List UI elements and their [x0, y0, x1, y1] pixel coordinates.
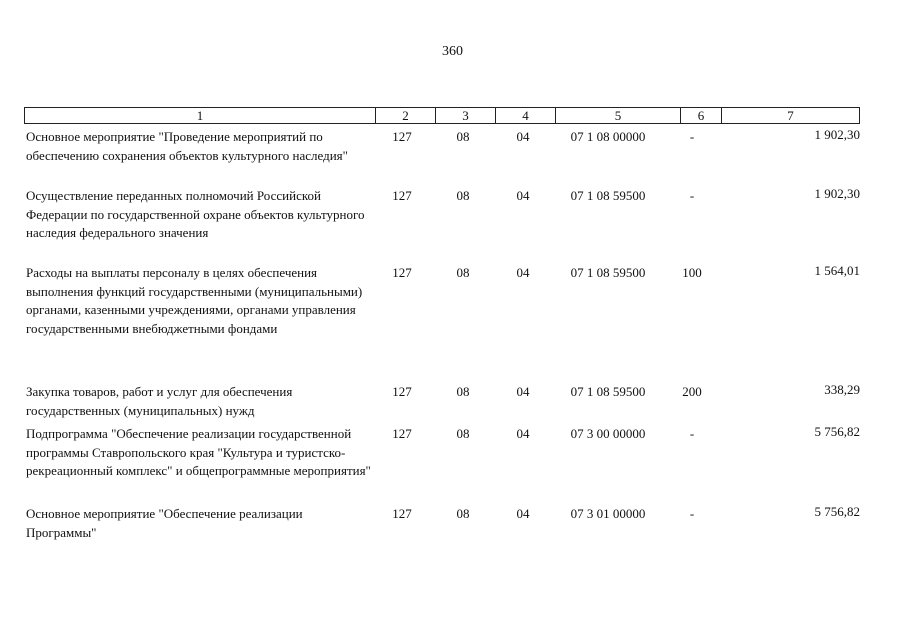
row-col-3: 08: [456, 426, 470, 441]
row-name: Основное мероприятие "Проведение мероприятий по обеспечению сохранения объектов культурного наследия": [26, 129, 348, 163]
row-name: Закупка товаров, работ и услуг для обеспечения государственных (муниципальных) нужд: [26, 384, 293, 418]
row-col-3: 08: [456, 384, 470, 399]
row-col-4: 04: [516, 426, 530, 441]
row-col-5: 07 3 01 00000: [570, 506, 646, 521]
row-col-2: 127: [392, 426, 412, 441]
row-col-6: -: [689, 188, 695, 203]
header-col-5: 5: [555, 108, 680, 123]
row-col-7: 1 902,30: [814, 127, 860, 142]
row-col-4: 04: [516, 129, 530, 144]
row-col-4: 04: [516, 384, 530, 399]
row-name: Основное мероприятие "Обеспечение реализации Программы": [26, 506, 303, 540]
table-header: [24, 107, 860, 124]
header-col-3: 3: [435, 108, 495, 123]
row-col-5: 07 1 08 59500: [570, 384, 646, 399]
row-col-6: -: [689, 506, 695, 521]
header-col-4: 4: [495, 108, 555, 123]
row-col-4: 04: [516, 506, 530, 521]
page-number: 360: [442, 44, 463, 59]
row-col-2: 127: [392, 188, 412, 203]
row-col-5: 07 1 08 00000: [570, 129, 646, 144]
row-col-3: 08: [456, 129, 470, 144]
row-col-6: 200: [682, 384, 702, 399]
row-col-2: 127: [392, 129, 412, 144]
row-col-5: 07 1 08 59500: [570, 265, 646, 280]
row-col-6: -: [689, 129, 695, 144]
row-col-3: 08: [456, 188, 470, 203]
row-col-2: 127: [392, 384, 412, 399]
row-col-4: 04: [516, 188, 530, 203]
row-col-5: 07 1 08 59500: [570, 188, 646, 203]
header-col-7: 7: [721, 108, 859, 123]
row-col-2: 127: [392, 506, 412, 521]
row-col-3: 08: [456, 506, 470, 521]
row-col-5: 07 3 00 00000: [570, 426, 646, 441]
row-name: Осуществление переданных полномочий Российской Федерации по государственной охране объектов культурного наследия федерального значения: [26, 188, 365, 240]
row-col-7: 5 756,82: [814, 504, 860, 519]
row-col-6: 100: [682, 265, 702, 280]
row-col-6: -: [689, 426, 695, 441]
row-col-7: 338,29: [824, 382, 860, 397]
row-name: Расходы на выплаты персоналу в целях обеспечения выполнения функций государственными (муниципальными) органами, казенными учреждениями, органами управления государственными внебюджетными фондами: [26, 265, 363, 336]
row-col-4: 04: [516, 265, 530, 280]
row-col-7: 1 902,30: [814, 186, 860, 201]
row-col-7: 5 756,82: [814, 424, 860, 439]
header-col-2: 2: [375, 108, 435, 123]
row-col-3: 08: [456, 265, 470, 280]
header-col-6: 6: [680, 108, 721, 123]
row-col-7: 1 564,01: [814, 263, 860, 278]
row-col-2: 127: [392, 265, 412, 280]
row-name: Подпрограмма "Обеспечение реализации государственной программы Ставропольского края "Культура и туристско-рекреационный комплекс" и общепрограммные мероприятия": [26, 426, 371, 478]
header-col-1: 1: [196, 108, 204, 123]
